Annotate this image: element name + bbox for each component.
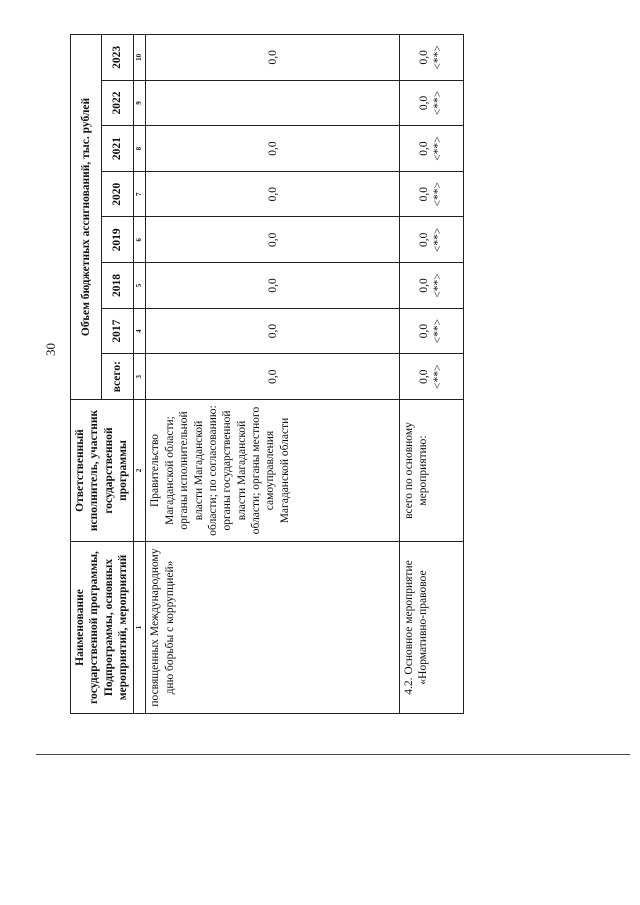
row-value: 0,0 <**>: [400, 308, 464, 354]
row-value: 0,0 <**>: [400, 35, 464, 81]
header-year: 2018: [102, 263, 133, 309]
row-value: [146, 80, 400, 126]
row-value: 0,0: [146, 263, 400, 309]
rotated-table-wrapper: [70, 34, 445, 714]
column-number: 9: [133, 80, 146, 126]
column-number: 10: [133, 35, 146, 81]
row-value: 0,0 <**>: [400, 217, 464, 263]
row-value: 0,0: [146, 35, 400, 81]
header-year: 2023: [102, 35, 133, 81]
row-value-total: 0,0 <**>: [400, 354, 464, 400]
header-year: 2022: [102, 80, 133, 126]
separator-line: [36, 754, 630, 755]
row-value: 0,0: [146, 171, 400, 217]
header-total: всего:: [102, 354, 133, 400]
row-value: 0,0 <**>: [400, 126, 464, 172]
row-value: 0,0: [146, 126, 400, 172]
column-number: 3: [133, 354, 146, 400]
header-year: 2017: [102, 308, 133, 354]
column-number: 5: [133, 263, 146, 309]
row-responsible: Правительство Магаданской области; органы исполнительной власти Магаданской области; по согласованию: органы государственной власти Магаданской области; органы местного самоуправления Магаданской области: [146, 400, 400, 542]
column-number: 6: [133, 217, 146, 263]
header-year: 2019: [102, 217, 133, 263]
table-row: [146, 35, 400, 714]
row-value: 0,0: [146, 217, 400, 263]
row-responsible: всего по основному мероприятию:: [400, 400, 464, 542]
page-number: 30: [43, 343, 58, 356]
row-name: посвященных Международному дню борьбы с коррупцией»: [146, 542, 400, 714]
header-year: 2021: [102, 126, 133, 172]
header-year: 2020: [102, 171, 133, 217]
row-value-total: 0,0: [146, 354, 400, 400]
row-value: 0,0 <**>: [400, 80, 464, 126]
header-name: Наименование государственной программы, Подпрограммы, основных мероприятий, мероприятий: [71, 542, 134, 714]
column-number-row: [133, 35, 146, 714]
column-number: 8: [133, 126, 146, 172]
column-number: 1: [133, 542, 146, 714]
column-number: 4: [133, 308, 146, 354]
header-budget: Объем бюджетных ассигнований, тыс. рублей: [71, 35, 102, 400]
row-name: 4.2. Основное мероприятие «Нормативно-правовое: [400, 542, 464, 714]
column-number: 2: [133, 400, 146, 542]
row-value: 0,0 <**>: [400, 171, 464, 217]
budget-table: [70, 34, 464, 714]
header-responsible: Ответственный исполнитель, участник государственной программы: [71, 400, 134, 542]
table-row: [400, 35, 464, 714]
row-value: 0,0: [146, 308, 400, 354]
column-number: 7: [133, 171, 146, 217]
row-value: 0,0 <**>: [400, 263, 464, 309]
